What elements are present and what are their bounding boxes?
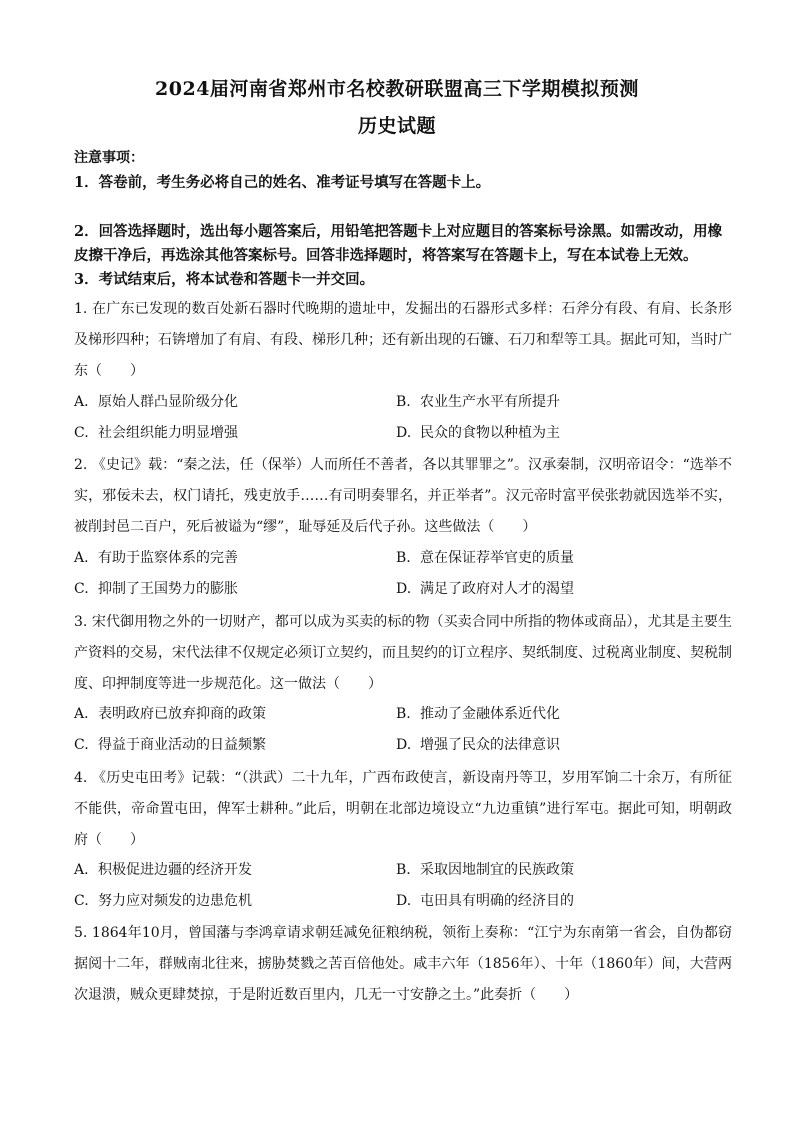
question-4-stem: 4. 《历史屯田考》记载：“（洪武）二十九年，广西布政使言，新设南丹等卫，岁用军饷二十余万，有所征不能供，帝命置屯田，俾军士耕种。”此后，明朝在北部边境设立“九边重镇”进行军屯。据此可知，明朝政府（ ） — [74, 770, 732, 848]
question-4-option-d — [396, 891, 574, 911]
option-letter: A. — [74, 862, 89, 878]
question-2-stem: 2. 《史记》载：“秦之法，任（保举）人而所任不善者，各以其罪罪之”。汉承秦制，汉明帝诏令：“选举不实，邪佞未去，权门请托，残吏放手……有司明奏罪名，并正举者”。汉元帝时富平侯张勃就因选举不实，被削封邑二百户，死后被谥为“缪”，耻辱延及后代子孙。这些做法（ ） — [74, 457, 732, 535]
option-letter: B. — [396, 394, 411, 410]
question-1-option-c — [74, 423, 238, 443]
option-letter: C. — [74, 737, 89, 753]
option-letter: C. — [74, 581, 89, 597]
option-text: 得益于商业活动的日益频繁 — [98, 737, 266, 753]
question-3-option-b — [396, 704, 560, 724]
option-text: 社会组织能力明显增强 — [98, 425, 238, 441]
question-1-option-d — [396, 423, 560, 443]
option-letter: A. — [74, 550, 89, 566]
question-1-option-b — [396, 392, 560, 412]
option-text: 采取因地制宜的民族政策 — [420, 862, 574, 878]
option-letter: B. — [396, 862, 411, 878]
option-text: 努力应对频发的边患危机 — [98, 893, 252, 909]
option-letter: B. — [396, 550, 411, 566]
option-text: 增强了民众的法律意识 — [420, 737, 560, 753]
option-text: 推动了金融体系近代化 — [420, 706, 560, 722]
exam-title: 2024届河南省郑州市名校教研联盟高三下学期模拟预测 — [155, 78, 639, 100]
option-letter: A. — [74, 706, 89, 722]
question-4-option-c — [74, 891, 252, 911]
option-text: 有助于监察体系的完善 — [98, 550, 238, 566]
option-letter: C. — [74, 425, 89, 441]
option-text: 屯田具有明确的经济目的 — [420, 893, 574, 909]
option-text: 民众的食物以种植为主 — [420, 425, 560, 441]
option-text: 满足了政府对人才的渴望 — [420, 581, 574, 597]
option-text: 抑制了王国势力的膨胀 — [98, 581, 238, 597]
question-3-option-d — [396, 735, 560, 755]
option-text: 农业生产水平有所提升 — [420, 394, 560, 410]
question-2-option-a — [74, 548, 238, 568]
question-1-option-a — [74, 392, 238, 412]
question-2-option-b — [396, 548, 574, 568]
question-2-option-d — [396, 579, 574, 599]
question-4-option-b — [396, 860, 574, 880]
question-2-option-c — [74, 579, 238, 599]
question-3-option-c — [74, 735, 266, 755]
option-letter: D. — [396, 425, 412, 441]
option-letter: D. — [396, 737, 412, 753]
notices-heading: 注意事项： — [74, 150, 144, 166]
question-1-stem: 1. 在广东已发现的数百处新石器时代晚期的遗址中，发掘出的石器形式多样：石斧分有段、有肩、长条形及梯形四种；石锛增加了有肩、有段、梯形几种；还有新出现的石镰、石刀和犁等工具。据此可知，当时广东（ ） — [74, 301, 732, 379]
option-text: 意在保证荐举官吏的质量 — [420, 550, 574, 566]
option-letter: B. — [396, 706, 411, 722]
notice-item: 2．回答选择题时，选出每小题答案后，用铅笔把答题卡上对应题目的答案标号涂黑。如需改动，用橡皮擦干净后，再选涂其他答案标号。回答非选择题时，将答案写在答题卡上，写在本试卷上无效。 — [74, 223, 723, 264]
option-letter: C. — [74, 893, 89, 909]
question-3-option-a — [74, 704, 266, 724]
question-3-stem: 3. 宋代御用物之外的一切财产，都可以成为买卖的标的物（买卖合同中所指的物体或商品），尤其是主要生产资料的交易，宋代法律不仅规定必须订立契约，而且契约的订立程序、契纸制度、过税离业制度、契税制度、印押制度等进一步规范化。这一做法（ ） — [74, 614, 732, 692]
option-letter: D. — [396, 893, 412, 909]
option-text: 表明政府已放弃抑商的政策 — [98, 706, 266, 722]
notice-item: 3．考试结束后，将本试卷和答题卡一并交回。 — [74, 271, 375, 288]
option-text: 原始人群凸显阶级分化 — [98, 394, 238, 410]
question-5-stem: 5. 1864年10月，曾国藩与李鸿章请求朝廷减免征粮纳税，领衔上奏称：“江宁为东南第一省会，自伪都窃据阅十二年，群贼南北往来，掳胁焚戮之苦百倍他处。咸丰六年（1856年）、十年（1860年）间，大营两次退溃，贼众更肆焚掠，于是附近数百里内，几无一寸安静之土。”此奏折（ ） — [74, 925, 732, 1003]
question-4-option-a — [74, 860, 252, 880]
option-letter: D. — [396, 581, 412, 597]
option-letter: A. — [74, 394, 89, 410]
exam-subject: 历史试题 — [357, 115, 436, 137]
option-text: 积极促进边疆的经济开发 — [98, 862, 252, 878]
notice-item: 1．答卷前，考生务必将自己的姓名、准考证号填写在答题卡上。 — [74, 174, 491, 191]
